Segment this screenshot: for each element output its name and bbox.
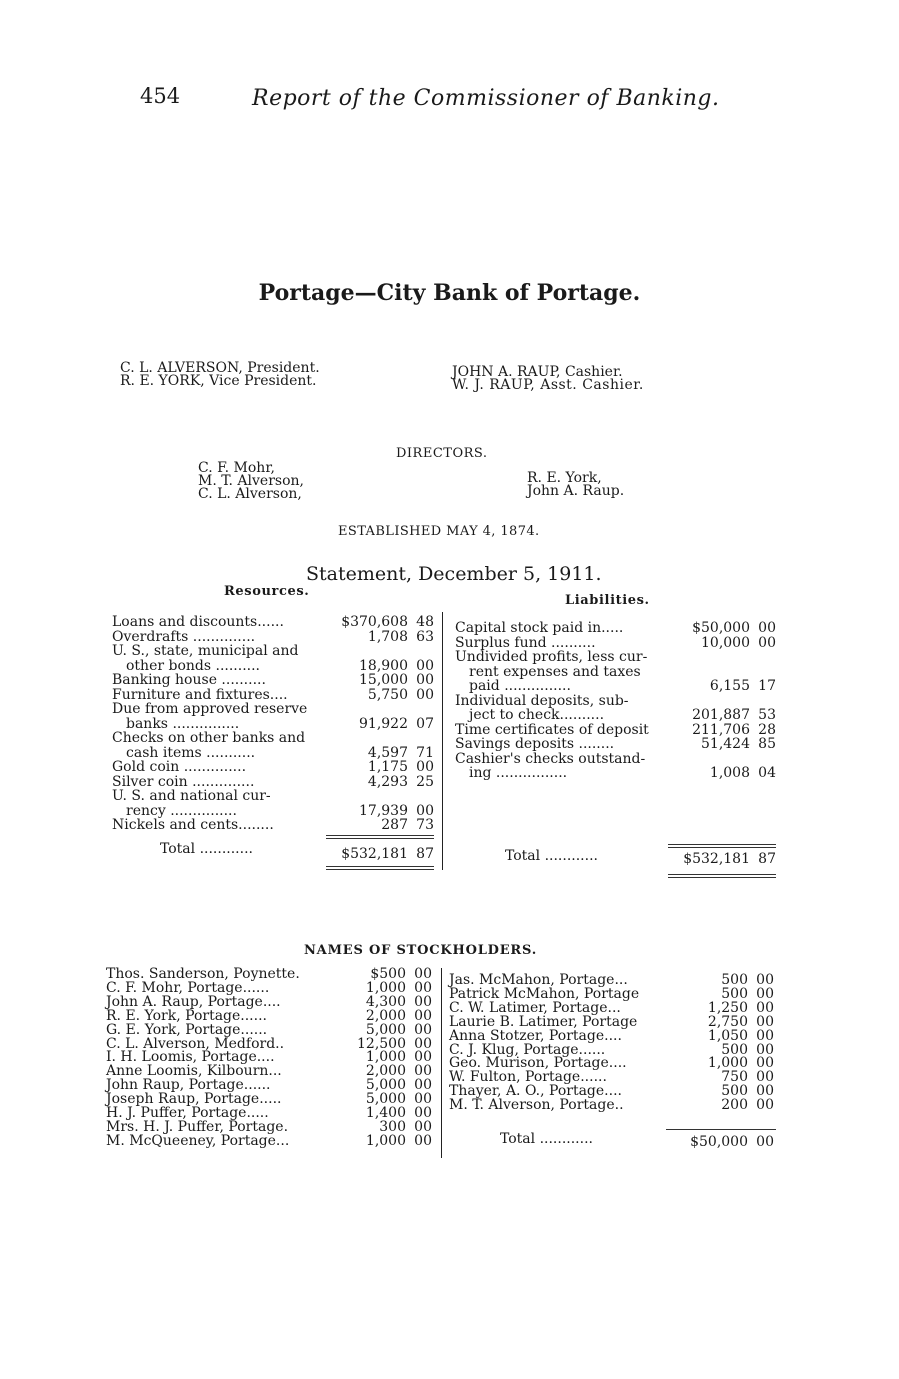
resource-row-dollars: 17,939 [359, 802, 408, 819]
stockholder-row-cents: 00 [756, 1055, 774, 1072]
stockholders-heading: NAMES OF STOCKHOLDERS. [304, 943, 538, 958]
director-raup: John A. Raup. [527, 483, 625, 499]
resource-row-label: Gold coin .............. [112, 759, 247, 775]
stockholders-column-divider [441, 968, 442, 1158]
resource-row-cents: 63 [416, 628, 434, 645]
liabilities-total-rule [668, 844, 776, 845]
resource-row-cents: 73 [416, 817, 434, 833]
stockholder-row-cents: 00 [756, 1097, 774, 1114]
resource-row-dollars: 91,922 [359, 715, 408, 732]
officers-left [120, 362, 320, 388]
stockholder-row-cents: 00 [414, 1035, 432, 1052]
stockholders-total-cents: 00 [756, 1134, 774, 1150]
stockholder-row-label: Thos. Sanderson, Poynette. [106, 966, 300, 982]
officer-asst-cashier: W. J. RAUP, Asst. Cashier. [452, 377, 644, 393]
liabilities-heading: Liabilities. [565, 593, 650, 608]
resource-row-dollars: 18,900 [359, 657, 408, 674]
resource-row-label: banks ............... [126, 715, 240, 732]
stockholder-row-dollars: 2,000 [365, 1063, 406, 1080]
directors-left [198, 462, 304, 501]
liability-row-label: Individual deposits, sub- [455, 692, 629, 709]
liability-row-dollars: $50,000 [692, 620, 750, 636]
director-york: R. E. York, [527, 470, 602, 486]
stockholder-row-label: H. J. Puffer, Portage..... [106, 1105, 269, 1121]
directors-heading: DIRECTORS. [396, 446, 488, 461]
stockholder-row-dollars: 500 [721, 1041, 748, 1058]
stockholder-row-dollars: $500 [370, 966, 406, 982]
liability-row-dollars: 10,000 [701, 634, 750, 651]
resource-row-dollars: 15,000 [359, 672, 408, 688]
stockholder-row-label: W. Fulton, Portage...... [449, 1069, 607, 1086]
stockholder-row-dollars: 1,000 [365, 1049, 406, 1066]
stockholder-row-dollars: 5,000 [365, 1021, 406, 1038]
stockholder-row-cents: 00 [414, 1007, 432, 1024]
stockholder-row-dollars: 500 [721, 1083, 748, 1100]
resource-row-dollars: 1,175 [367, 759, 408, 775]
stockholder-row-label: C. F. Mohr, Portage...... [106, 979, 270, 996]
liability-row-cents: 00 [758, 620, 776, 636]
resource-row-cents: 00 [416, 686, 434, 703]
officer-president: C. L. ALVERSON, President. [120, 360, 320, 376]
liability-row-label: Surplus fund .......... [455, 634, 596, 651]
stockholder-row-dollars: 2,000 [365, 1007, 406, 1024]
liability-row-dollars: 1,008 [709, 765, 750, 781]
resource-row-cents: 48 [416, 614, 434, 630]
officers-right [452, 366, 644, 392]
stockholder-row-cents: 00 [414, 1021, 432, 1038]
stockholders-total-rule [666, 1129, 776, 1130]
resource-row-label: Overdrafts .............. [112, 628, 256, 645]
stockholder-row-cents: 00 [414, 1091, 432, 1108]
resource-row-cents: 71 [416, 744, 434, 761]
resource-row-label: cash items ........... [126, 744, 256, 761]
resource-row-dollars: $370,608 [341, 614, 408, 630]
stockholder-row-cents: 00 [756, 1083, 774, 1100]
stockholder-row-cents: 00 [756, 1027, 774, 1044]
liabilities-total-label: Total ............ [505, 848, 598, 864]
liabilities-total-cents: 87 [758, 851, 776, 867]
stockholder-row-cents: 00 [414, 966, 432, 982]
established-line: ESTABLISHED MAY 4, 1874. [338, 524, 540, 539]
stockholder-row-cents: 00 [756, 999, 774, 1016]
liability-row-label: ject to check.......... [469, 707, 605, 723]
liability-row-label: Capital stock paid in..... [455, 620, 624, 636]
resources-total-underline [326, 866, 434, 867]
stockholder-row-cents: 00 [414, 1063, 432, 1080]
stockholder-row-dollars: 1,050 [707, 1027, 748, 1044]
resources-total-cents: 87 [416, 846, 434, 862]
stockholder-row-dollars: 1,000 [365, 1132, 406, 1149]
resource-row-label: Furniture and fixtures.... [112, 686, 288, 703]
stockholder-row-label: Thayer, A. O., Portage.... [449, 1083, 622, 1100]
liabilities-total-dollars: $532,181 [683, 851, 750, 867]
stockholder-row-dollars: 200 [721, 1097, 748, 1114]
stockholder-row-cents: 00 [414, 1118, 432, 1135]
resources-total-rule [326, 835, 434, 836]
statement-title: Statement, December 5, 1911. [306, 563, 602, 585]
stockholder-row-dollars: 300 [379, 1118, 406, 1135]
stockholder-row-dollars: 500 [721, 972, 748, 988]
stockholder-row-dollars: 1,400 [365, 1105, 406, 1121]
resources-heading: Resources. [224, 584, 310, 599]
resource-row-cents: 00 [416, 672, 434, 688]
liability-row-cents: 00 [758, 634, 776, 651]
liability-row-cents: 53 [758, 707, 776, 723]
resource-row-dollars: 5,750 [367, 686, 408, 703]
stockholder-row-label: Jas. McMahon, Portage... [449, 972, 628, 988]
running-title: Report of the Commissioner of Banking. [252, 86, 720, 111]
liability-row-label: Time certificates of deposit [455, 721, 649, 738]
stockholders-total-label: Total ............ [500, 1131, 593, 1147]
stockholder-row-dollars: 5,000 [365, 1077, 406, 1094]
stockholder-row-cents: 00 [756, 1041, 774, 1058]
stockholder-row-label: Anna Stotzer, Portage.... [449, 1027, 622, 1044]
stockholder-row-dollars: 750 [721, 1069, 748, 1086]
stockholder-row-dollars: 5,000 [365, 1091, 406, 1108]
stockholder-row-label: C. L. Alverson, Medford.. [106, 1035, 285, 1052]
liability-row-label: rent expenses and taxes [469, 663, 641, 680]
resource-row-label: U. S. and national cur- [112, 788, 271, 804]
director-mohr: C. F. Mohr, [198, 460, 275, 476]
resource-row-label: U. S., state, municipal and [112, 643, 299, 659]
stockholder-row-label: M. T. Alverson, Portage.. [449, 1097, 624, 1114]
liabilities-total-underline [668, 874, 776, 875]
stockholder-row-cents: 00 [414, 1049, 432, 1066]
liability-row-label: paid ............... [469, 678, 571, 694]
resource-row-label: other bonds .......... [126, 657, 261, 674]
stockholder-row-dollars: 4,300 [365, 993, 406, 1010]
stockholder-row-label: John A. Raup, Portage.... [106, 993, 281, 1010]
resource-row-cents: 07 [416, 715, 434, 732]
stockholder-row-label: M. McQueeney, Portage... [106, 1132, 290, 1149]
resource-row-label: Checks on other banks and [112, 730, 306, 746]
resource-row-dollars: 4,293 [367, 773, 408, 790]
liability-row-dollars: 211,706 [692, 721, 750, 738]
resources-total-rule-2 [326, 838, 434, 839]
resource-row-label: Due from approved reserve [112, 701, 308, 717]
liability-row-label: Savings deposits ........ [455, 736, 615, 752]
resource-row-cents: 00 [416, 802, 434, 819]
resource-row-dollars: 1,708 [367, 628, 408, 645]
stockholder-row-label: C. W. Latimer, Portage... [449, 999, 621, 1016]
stockholder-row-label: John Raup, Portage...... [106, 1077, 271, 1094]
liability-row-label: Undivided profits, less cur- [455, 649, 648, 665]
resource-row-label: Loans and discounts...... [112, 614, 284, 630]
liability-row-cents: 28 [758, 721, 776, 738]
liabilities-total-rule-2 [668, 847, 776, 848]
resource-row-label: Silver coin .............. [112, 773, 255, 790]
resource-row-label: Banking house .......... [112, 672, 266, 688]
stockholder-row-label: Anne Loomis, Kilbourn... [106, 1063, 282, 1080]
director-m-alverson: M. T. Alverson, [198, 473, 304, 489]
stockholder-row-label: Mrs. H. J. Puffer, Portage. [106, 1118, 289, 1135]
stockholder-row-dollars: 500 [721, 985, 748, 1002]
bank-title: Portage—City Bank of Portage. [258, 280, 641, 306]
resources-total-dollars: $532,181 [341, 846, 408, 862]
liability-row-cents: 04 [758, 765, 776, 781]
stockholder-row-cents: 00 [756, 1069, 774, 1086]
resource-row-cents: 00 [416, 759, 434, 775]
resources-total-label: Total ............ [160, 841, 253, 857]
statement-column-divider [442, 612, 443, 870]
stockholder-row-cents: 00 [756, 1013, 774, 1030]
stockholder-row-dollars: 1,000 [365, 979, 406, 996]
stockholder-row-dollars: 1,000 [707, 1055, 748, 1072]
stockholder-row-label: Patrick McMahon, Portage [449, 985, 640, 1002]
page-number: 454 [140, 84, 181, 108]
stockholder-row-dollars: 1,250 [707, 999, 748, 1016]
resources-total-underline-2 [326, 869, 434, 870]
officer-cashier: JOHN A. RAUP, Cashier. [452, 364, 623, 380]
liability-row-label: ing ................ [469, 765, 568, 781]
resource-row-dollars: 4,597 [367, 744, 408, 761]
director-c-alverson: C. L. Alverson, [198, 486, 302, 502]
liabilities-total-underline-2 [668, 877, 776, 878]
resource-row-label: Nickels and cents........ [112, 817, 274, 833]
stockholder-row-label: R. E. York, Portage...... [106, 1007, 267, 1024]
liability-row-label: Cashier's checks outstand- [455, 750, 646, 767]
stockholder-row-cents: 00 [414, 1077, 432, 1094]
stockholder-row-cents: 00 [414, 1105, 432, 1121]
resource-row-cents: 25 [416, 773, 434, 790]
stockholders-total-dollars: $50,000 [690, 1134, 748, 1150]
stockholder-row-cents: 00 [414, 1132, 432, 1149]
stockholder-row-label: G. E. York, Portage...... [106, 1021, 268, 1038]
liability-row-dollars: 201,887 [692, 707, 750, 723]
stockholder-row-label: C. J. Klug, Portage...... [449, 1041, 606, 1058]
liability-row-cents: 85 [758, 736, 776, 752]
stockholder-row-cents: 00 [414, 993, 432, 1010]
stockholder-row-label: Geo. Murison, Portage.... [449, 1055, 627, 1072]
stockholder-row-cents: 00 [414, 979, 432, 996]
stockholder-row-dollars: 12,500 [357, 1035, 406, 1052]
officer-vice-president: R. E. YORK, Vice President. [120, 373, 317, 389]
directors-right [527, 472, 624, 498]
stockholder-row-cents: 00 [756, 972, 774, 988]
stockholder-row-label: I. H. Loomis, Portage.... [106, 1049, 275, 1066]
resource-row-label: rency ............... [126, 802, 237, 819]
stockholder-row-label: Joseph Raup, Portage..... [106, 1091, 282, 1108]
resource-row-dollars: 287 [381, 817, 408, 833]
liability-row-cents: 17 [758, 678, 776, 694]
resource-row-cents: 00 [416, 657, 434, 674]
liability-row-dollars: 6,155 [709, 678, 750, 694]
stockholder-row-dollars: 2,750 [707, 1013, 748, 1030]
stockholder-row-cents: 00 [756, 985, 774, 1002]
liability-row-dollars: 51,424 [701, 736, 750, 752]
stockholder-row-label: Laurie B. Latimer, Portage [449, 1013, 638, 1030]
